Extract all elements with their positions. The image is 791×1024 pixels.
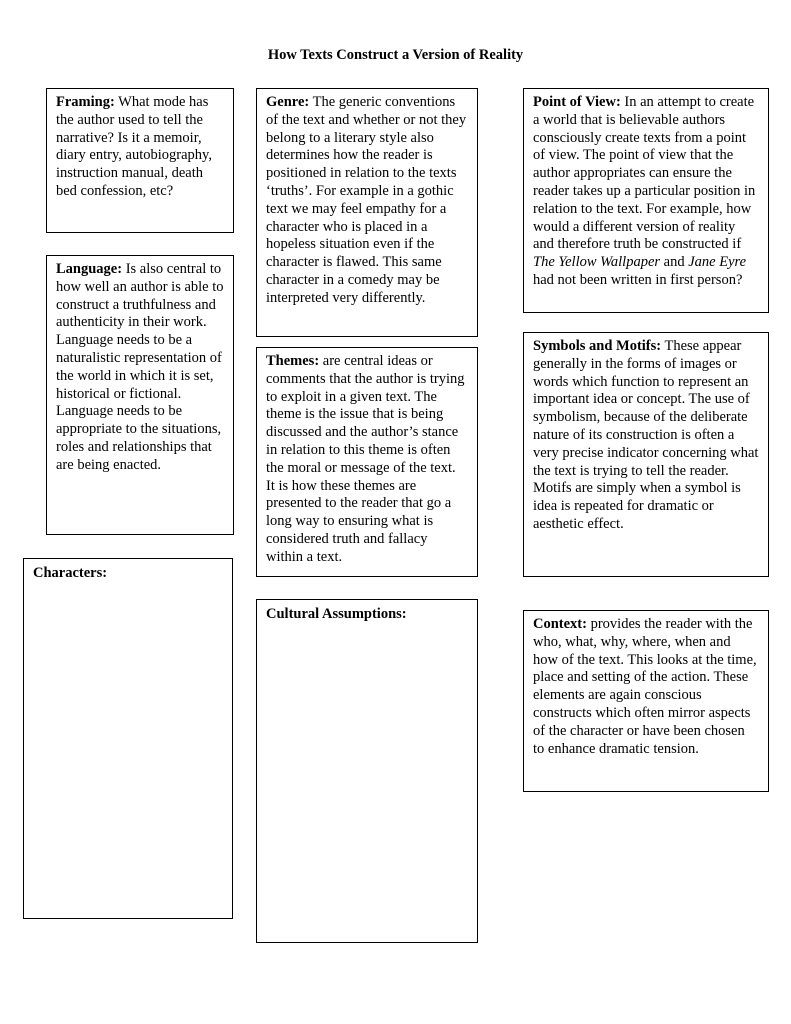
context-label: Context: — [533, 616, 587, 632]
framing-text: What mode has the author used to tell the narrative? Is it a memoir, diary entry, autobiography, instruction manual, death bed confession, etc? — [56, 94, 212, 199]
point-of-view-label: Point of View: — [533, 94, 621, 110]
point-of-view-text-end: had not been written in first person? — [533, 271, 743, 288]
page-title: How Texts Construct a Version of Reality — [267, 47, 524, 63]
themes-box — [256, 347, 478, 577]
cultural-assumptions-box — [256, 599, 478, 943]
point-of-view-and: and — [663, 254, 685, 271]
genre-box — [256, 88, 478, 337]
genre-label: Genre: — [266, 94, 310, 110]
symbols-and-motifs-label: Symbols and Motifs: — [533, 338, 662, 354]
framing-label: Framing: — [56, 94, 115, 110]
context-box — [523, 610, 769, 792]
genre-text: The generic conventions of the text and whether or not they belong to a literary style also determines how the reader is positioned in relation to the texts ‘truths’. For example in a gothic text we may feel empathy for a character who is placed in a hopeless situation even if the character is flawed. This same character in a comedy may be interpreted very differently. — [266, 94, 467, 306]
context-text: provides the reader with the who, what, why, where, when and how of the text. This looks at the time, place and setting of the action. These elements are again conscious constructs which often mirror aspects of the character or have been chosen to enhance dramatic tension. — [533, 616, 757, 757]
point-of-view-text: In an attempt to create a world that is believable authors consciously create texts from a point of view. The point of view that the author appropriates can ensure the reader takes up a particular position in relation to the text. For example, how would a different version of reality and therefore truth be constructed if — [533, 94, 756, 253]
characters-box — [23, 558, 233, 919]
cultural-assumptions-label: Cultural Assumptions: — [266, 606, 407, 622]
point-of-view-title-1: The Yellow Wallpaper — [533, 254, 661, 271]
language-box — [46, 255, 234, 535]
themes-text: are central ideas or comments that the author is trying to exploit in a given text. The theme is the issue that is being discussed and the author’s stance in relation to this theme is often the moral or message of the text. It is how these themes are presented to the reader that go a long way to ensuring what is considered truth and fallacy within a text. — [266, 353, 465, 565]
point-of-view-title-2: Jane Eyre — [688, 254, 747, 271]
language-label: Language: — [56, 261, 123, 277]
symbols-and-motifs-box — [523, 332, 769, 577]
symbols-and-motifs-text: These appear generally in the forms of images or words which function to represent an important idea or concept. The use of symbolism, because of the deliberate nature of its construction is often a very precise indicator concerning what the text is trying to tell the reader. Motifs are simply when a symbol is idea is repeated for dramatic or aesthetic effect. — [533, 338, 759, 532]
framing-box — [46, 88, 234, 233]
characters-label: Characters: — [33, 565, 108, 581]
language-text: Is also central to how well an author is able to construct a truthfulness and authenticity in their work. Language needs to be a naturalistic representation of the world in which it is set, historical or fictional. Language needs to be appropriate to the situations, roles and relationships that are being enacted. — [56, 261, 224, 473]
point-of-view-box — [523, 88, 769, 313]
themes-label: Themes: — [266, 353, 320, 369]
